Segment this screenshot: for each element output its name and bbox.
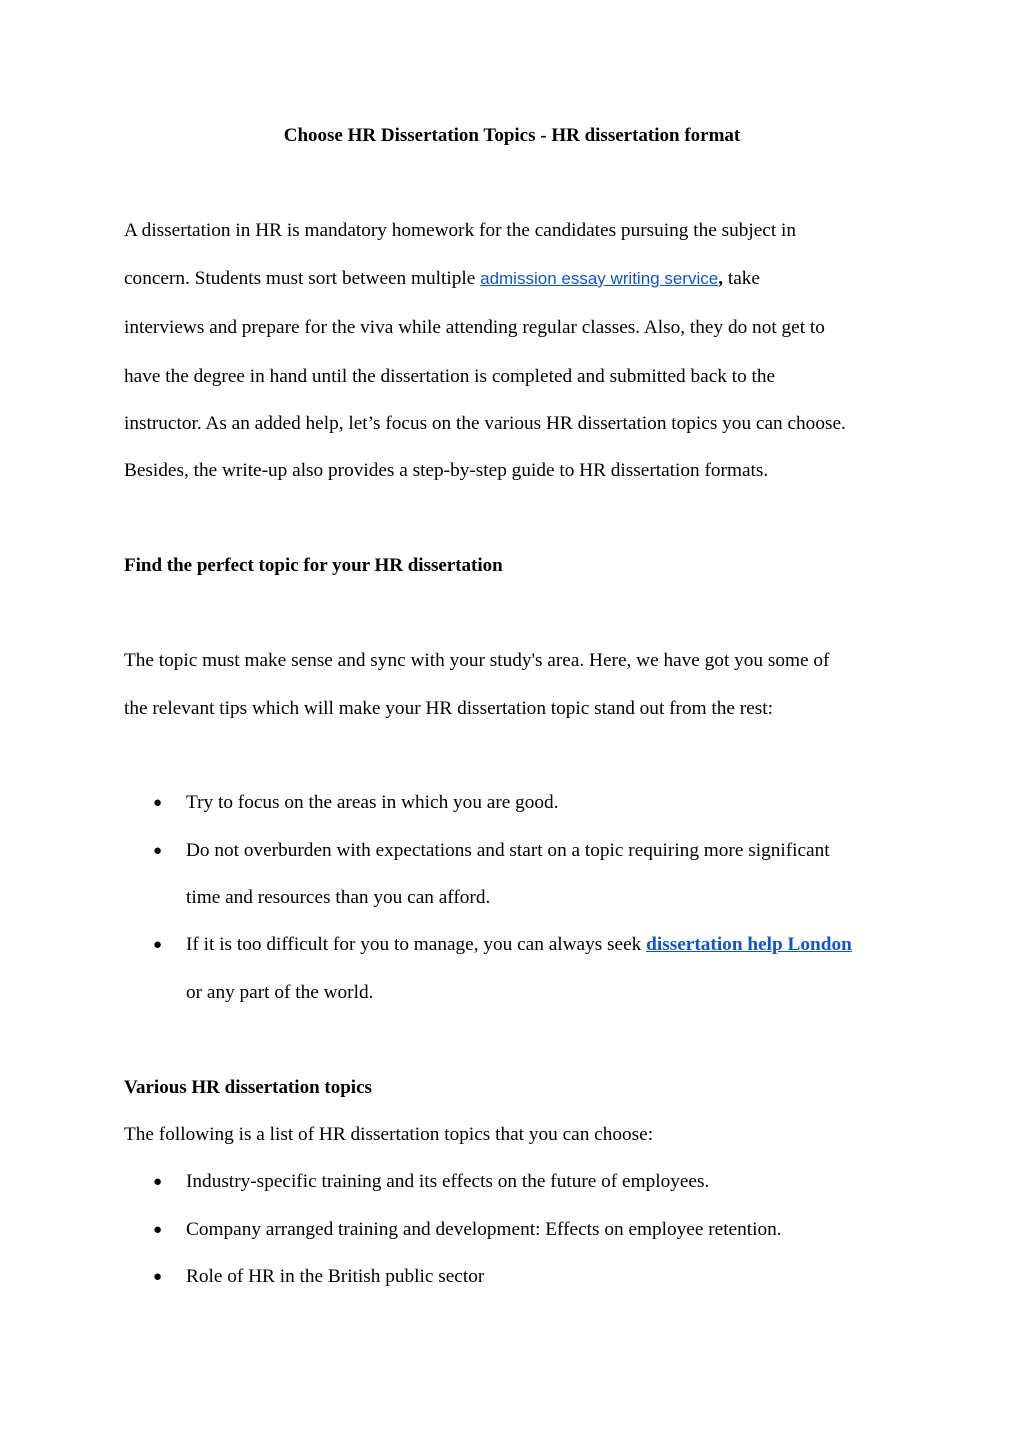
admission-essay-link[interactable]: admission essay writing service [480,269,719,288]
tip-item-2-line-2: time and resources than you can afford. [186,887,491,908]
section-heading-various-topics: Various HR dissertation topics [124,1077,372,1098]
tip-item-2-line-1: Do not overburden with expectations and start on a topic requiring more significant [186,840,830,861]
tip-item-3-text: If it is too difficult for you to manage, you can always seek [186,934,647,955]
intro-line-3: interviews and prepare for the viva while attending regular classes. Also, they do not get to [124,317,825,338]
intro-line-2 [124,267,760,291]
bullet-icon: ● [153,1269,163,1285]
topic-item-2: Company arranged training and development: Effects on employee retention. [186,1219,782,1240]
tip-item-3-line-1 [186,933,852,957]
document-title: Choose HR Dissertation Topics - HR dissertation format [283,125,741,146]
bullet-icon: ● [153,1222,163,1238]
intro-line-1: A dissertation in HR is mandatory homework for the candidates pursuing the subject in [124,220,797,241]
intro-line-2-text: concern. Students must sort between multiple [124,268,481,289]
intro-line-6: Besides, the write-up also provides a step-by-step guide to HR dissertation formats. [124,460,769,481]
tip-item-3-line-2: or any part of the world. [186,982,374,1003]
intro-line-2-comma: , [718,268,724,289]
bullet-icon: ● [153,795,163,811]
topic-item-1: Industry-specific training and its effects on the future of employees. [186,1171,710,1192]
intro-line-2-tail: take [723,268,760,289]
section-heading-find-topic: Find the perfect topic for your HR dissertation [124,555,503,576]
bullet-icon: ● [153,1174,163,1190]
intro-line-5: instructor. As an added help, let’s focus on the various HR dissertation topics you can choose. [124,413,846,434]
topic-item-3: Role of HR in the British public sector [186,1266,485,1287]
intro-line-4: have the degree in hand until the dissertation is completed and submitted back to the [124,366,776,387]
bullet-icon: ● [153,843,163,859]
section2-intro: The following is a list of HR dissertation topics that you can choose: [124,1124,654,1145]
dissertation-help-london-link[interactable]: dissertation help London [646,934,852,955]
section1-para-line-2: the relevant tips which will make your HR dissertation topic stand out from the rest: [124,698,774,719]
section1-para-line-1: The topic must make sense and sync with your study's area. Here, we have got you some of [124,650,830,671]
bullet-icon: ● [153,937,163,953]
tip-item-1: Try to focus on the areas in which you are good. [186,792,559,813]
